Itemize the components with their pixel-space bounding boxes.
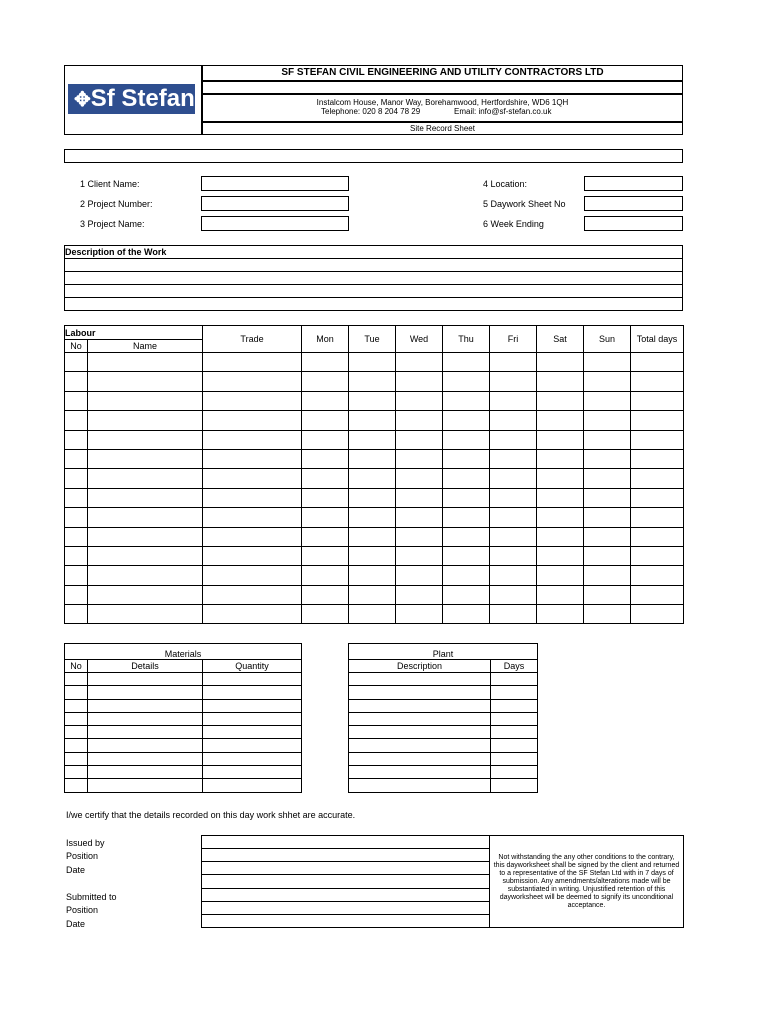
labour-col-mon: Mon: [302, 326, 349, 353]
labour-cell[interactable]: [631, 585, 684, 604]
labour-cell[interactable]: [631, 449, 684, 468]
project-number-label: 2 Project Number:: [80, 199, 153, 209]
plant-cell[interactable]: [491, 726, 538, 739]
labour-cell[interactable]: [302, 585, 349, 604]
client-name-label: 1 Client Name:: [80, 179, 140, 189]
materials-cell[interactable]: [203, 779, 302, 792]
labour-cell[interactable]: [443, 469, 490, 488]
submitted-to-field[interactable]: [202, 889, 490, 902]
plant-cell[interactable]: [491, 712, 538, 725]
labour-cell[interactable]: [584, 488, 631, 507]
labour-cell[interactable]: [490, 391, 537, 410]
labour-cell[interactable]: [537, 488, 584, 507]
project-name-field[interactable]: [201, 216, 349, 231]
labour-cell[interactable]: [631, 430, 684, 449]
materials-cell[interactable]: [88, 686, 203, 699]
materials-cell[interactable]: [65, 699, 88, 712]
labour-cell[interactable]: [396, 372, 443, 391]
issued-by-label: Issued by: [66, 838, 105, 848]
week-ending-field[interactable]: [584, 216, 683, 231]
labour-cell[interactable]: [396, 508, 443, 527]
labour-cell[interactable]: [443, 585, 490, 604]
materials-cell[interactable]: [65, 766, 88, 779]
labour-cell[interactable]: [88, 411, 203, 430]
labour-cell[interactable]: [88, 391, 203, 410]
labour-cell[interactable]: [396, 430, 443, 449]
materials-cell[interactable]: [203, 752, 302, 765]
date-label: Date: [66, 865, 86, 875]
labour-cell[interactable]: [302, 488, 349, 507]
materials-row: [65, 752, 302, 765]
labour-cell[interactable]: [65, 411, 88, 430]
materials-cell[interactable]: [65, 739, 88, 752]
materials-col-no: No: [65, 660, 88, 673]
labour-cell[interactable]: [302, 566, 349, 585]
labour-cell[interactable]: [65, 527, 88, 546]
materials-row: [65, 712, 302, 725]
labour-cell[interactable]: [490, 585, 537, 604]
position-label: Position: [66, 851, 99, 861]
company-email: Email: info@sf-stefan.co.uk: [454, 107, 552, 116]
plant-row: [349, 699, 538, 712]
labour-row: [65, 605, 684, 624]
labour-cell[interactable]: [443, 546, 490, 565]
materials-table: [64, 643, 302, 793]
labour-col-trade: Trade: [203, 326, 302, 353]
labour-cell[interactable]: [631, 546, 684, 565]
labour-cell[interactable]: [631, 488, 684, 507]
labour-cell[interactable]: [584, 605, 631, 624]
plant-row: [349, 766, 538, 779]
labour-cell[interactable]: [302, 546, 349, 565]
labour-cell[interactable]: [396, 449, 443, 468]
materials-row: [65, 686, 302, 699]
plant-row: [349, 779, 538, 792]
materials-row: [65, 673, 302, 686]
description-table: [64, 245, 683, 311]
location-label: 4 Location:: [483, 179, 528, 189]
plant-table: [348, 643, 538, 793]
labour-cell[interactable]: [349, 488, 396, 507]
labour-cell[interactable]: [443, 527, 490, 546]
labour-cell[interactable]: [584, 469, 631, 488]
header-divider-2: [201, 93, 683, 95]
labour-cell[interactable]: [631, 605, 684, 624]
plant-cell[interactable]: [349, 779, 491, 792]
labour-cell[interactable]: [443, 508, 490, 527]
labour-cell[interactable]: [88, 372, 203, 391]
labour-cell[interactable]: [584, 585, 631, 604]
issued-by-field[interactable]: [202, 836, 490, 849]
labour-cell[interactable]: [349, 566, 396, 585]
labour-cell[interactable]: [88, 546, 203, 565]
plant-cell[interactable]: [491, 699, 538, 712]
labour-cell[interactable]: [396, 411, 443, 430]
labour-cell[interactable]: [88, 605, 203, 624]
materials-cell[interactable]: [203, 686, 302, 699]
labour-cell[interactable]: [584, 546, 631, 565]
materials-row: [65, 779, 302, 792]
labour-cell[interactable]: [631, 469, 684, 488]
labour-cell[interactable]: [203, 566, 302, 585]
plant-col-description: Description: [349, 660, 491, 673]
labour-cell[interactable]: [396, 391, 443, 410]
labour-cell[interactable]: [302, 527, 349, 546]
labour-cell[interactable]: [88, 527, 203, 546]
company-address: Instalcom House, Manor Way, Borehamwood, Hertfordshire, WD6 1QH: [316, 98, 569, 107]
labour-col-thu: Thu: [443, 326, 490, 353]
labour-cell[interactable]: [490, 605, 537, 624]
labour-cell[interactable]: [631, 391, 684, 410]
labour-cell[interactable]: [349, 605, 396, 624]
labour-cell[interactable]: [490, 469, 537, 488]
plant-row: [349, 726, 538, 739]
labour-cell[interactable]: [396, 353, 443, 372]
labour-col-sat: Sat: [537, 326, 584, 353]
labour-cell[interactable]: [203, 488, 302, 507]
week-ending-label: 6 Week Ending: [483, 219, 544, 229]
labour-cell[interactable]: [203, 527, 302, 546]
labour-cell[interactable]: [490, 488, 537, 507]
labour-cell[interactable]: [88, 585, 203, 604]
header-divider-1: [201, 80, 683, 82]
materials-cell[interactable]: [203, 726, 302, 739]
company-telephone: Telephone: 020 8 204 78 29: [321, 107, 421, 116]
plant-cell[interactable]: [349, 752, 491, 765]
labour-cell[interactable]: [443, 605, 490, 624]
materials-cell[interactable]: [203, 699, 302, 712]
labour-cell[interactable]: [302, 430, 349, 449]
labour-row: [65, 411, 684, 430]
plant-cell[interactable]: [491, 752, 538, 765]
labour-cell[interactable]: [203, 449, 302, 468]
labour-cell[interactable]: [584, 449, 631, 468]
labour-cell[interactable]: [88, 488, 203, 507]
plant-col-days: Days: [491, 660, 538, 673]
plant-cell[interactable]: [491, 779, 538, 792]
plant-cell[interactable]: [491, 739, 538, 752]
labour-cell[interactable]: [537, 449, 584, 468]
labour-cell[interactable]: [631, 527, 684, 546]
materials-cell[interactable]: [88, 766, 203, 779]
labour-cell[interactable]: [88, 508, 203, 527]
labour-cell[interactable]: [349, 372, 396, 391]
labour-cell[interactable]: [302, 605, 349, 624]
labour-cell[interactable]: [65, 546, 88, 565]
labour-row: [65, 391, 684, 410]
labour-cell[interactable]: [631, 353, 684, 372]
materials-cell[interactable]: [88, 779, 203, 792]
labour-cell[interactable]: [65, 449, 88, 468]
plant-cell[interactable]: [491, 673, 538, 686]
labour-cell[interactable]: [349, 430, 396, 449]
labour-cell[interactable]: [537, 546, 584, 565]
labour-col-fri: Fri: [490, 326, 537, 353]
date-label: Date: [66, 919, 86, 929]
labour-cell[interactable]: [396, 605, 443, 624]
materials-cell[interactable]: [65, 686, 88, 699]
labour-cell[interactable]: [203, 585, 302, 604]
materials-row: [65, 699, 302, 712]
plant-row: [349, 739, 538, 752]
labour-cell[interactable]: [443, 353, 490, 372]
materials-col-quantity: Quantity: [203, 660, 302, 673]
materials-col-details: Details: [88, 660, 203, 673]
labour-cell[interactable]: [443, 488, 490, 507]
labour-cell[interactable]: [65, 372, 88, 391]
daywork-sheet-no-field[interactable]: [584, 196, 683, 211]
plant-cell[interactable]: [349, 726, 491, 739]
labour-cell[interactable]: [490, 508, 537, 527]
labour-table: [64, 325, 684, 624]
labour-row: [65, 469, 684, 488]
submitted-to-label: Submitted to: [66, 892, 117, 902]
labour-row: [65, 372, 684, 391]
labour-row: [65, 430, 684, 449]
labour-cell[interactable]: [537, 605, 584, 624]
labour-cell[interactable]: [349, 449, 396, 468]
plant-cell[interactable]: [349, 673, 491, 686]
materials-cell[interactable]: [65, 726, 88, 739]
client-name-field[interactable]: [201, 176, 349, 191]
labour-cell[interactable]: [88, 566, 203, 585]
labour-cell[interactable]: [65, 488, 88, 507]
plant-row: [349, 712, 538, 725]
materials-title: Materials: [65, 644, 302, 660]
labour-cell[interactable]: [88, 469, 203, 488]
plant-cell[interactable]: [491, 686, 538, 699]
labour-cell[interactable]: [584, 527, 631, 546]
labour-row: [65, 527, 684, 546]
materials-cell[interactable]: [88, 752, 203, 765]
signoff-spacer: [202, 875, 490, 889]
materials-row: [65, 726, 302, 739]
signoff-note: Not withstanding the any other conditions to the contrary, this dayworksheet shall be signed by the client and returned to a representative of the SF Stefan Ltd with in 7 days of submission. Any amendments/alterations made will be substantiated in writing. Unjustified retention of this dayworksheet will be deemed to signify its unconditional acceptance.: [493, 853, 680, 909]
labour-cell[interactable]: [537, 527, 584, 546]
description-line[interactable]: [65, 259, 683, 272]
labour-cell[interactable]: [65, 353, 88, 372]
labour-cell[interactable]: [302, 469, 349, 488]
labour-cell[interactable]: [65, 469, 88, 488]
labour-cell[interactable]: [443, 372, 490, 391]
labour-cell[interactable]: [631, 411, 684, 430]
description-line[interactable]: [65, 298, 683, 311]
labour-cell[interactable]: [302, 508, 349, 527]
labour-cell[interactable]: [396, 546, 443, 565]
materials-cell[interactable]: [65, 779, 88, 792]
project-number-field[interactable]: [201, 196, 349, 211]
labour-cell[interactable]: [584, 566, 631, 585]
plant-cell[interactable]: [491, 766, 538, 779]
labour-cell[interactable]: [203, 391, 302, 410]
issued-date-field[interactable]: [202, 862, 490, 875]
materials-cell[interactable]: [88, 712, 203, 725]
labour-cell[interactable]: [396, 566, 443, 585]
company-logo: [68, 84, 195, 114]
labour-cell[interactable]: [203, 411, 302, 430]
submitted-position-field[interactable]: [202, 902, 490, 915]
labour-cell[interactable]: [88, 449, 203, 468]
labour-cell[interactable]: [443, 566, 490, 585]
labour-col-name: Name: [88, 340, 203, 353]
labour-cell[interactable]: [349, 585, 396, 604]
labour-cell[interactable]: [203, 469, 302, 488]
labour-cell[interactable]: [65, 391, 88, 410]
labour-cell[interactable]: [65, 605, 88, 624]
labour-col-no: No: [65, 340, 88, 353]
labour-cell[interactable]: [584, 391, 631, 410]
materials-row: [65, 739, 302, 752]
labour-cell[interactable]: [396, 469, 443, 488]
labour-cell[interactable]: [537, 585, 584, 604]
project-name-label: 3 Project Name:: [80, 219, 145, 229]
labour-cell[interactable]: [203, 605, 302, 624]
plant-cell[interactable]: [349, 739, 491, 752]
labour-col-sun: Sun: [584, 326, 631, 353]
description-line[interactable]: [65, 272, 683, 285]
labour-cell[interactable]: [490, 430, 537, 449]
labour-cell[interactable]: [443, 430, 490, 449]
labour-cell[interactable]: [203, 353, 302, 372]
labour-cell[interactable]: [302, 449, 349, 468]
labour-cell[interactable]: [631, 372, 684, 391]
labour-cell[interactable]: [203, 508, 302, 527]
labour-cell[interactable]: [65, 430, 88, 449]
labour-cell[interactable]: [443, 411, 490, 430]
labour-cell[interactable]: [349, 411, 396, 430]
plant-cell[interactable]: [349, 712, 491, 725]
labour-cell[interactable]: [302, 353, 349, 372]
labour-cell[interactable]: [443, 391, 490, 410]
submitted-date-field[interactable]: [202, 915, 490, 928]
labour-cell[interactable]: [443, 449, 490, 468]
labour-cell[interactable]: [65, 585, 88, 604]
certify-statement: I/we certify that the details recorded on this day work shhet are accurate.: [66, 810, 356, 820]
logo-text: Sf Stefan: [90, 85, 195, 112]
labour-cell[interactable]: [88, 353, 203, 372]
labour-cell[interactable]: [537, 430, 584, 449]
plant-cell[interactable]: [349, 766, 491, 779]
blank-bar[interactable]: [64, 149, 683, 163]
logo-mark-icon: ✥: [74, 89, 91, 111]
labour-cell[interactable]: [203, 372, 302, 391]
description-title: Description of the Work: [65, 246, 683, 259]
labour-row: [65, 546, 684, 565]
labour-cell[interactable]: [65, 508, 88, 527]
labour-cell[interactable]: [302, 411, 349, 430]
labour-cell[interactable]: [349, 527, 396, 546]
labour-cell[interactable]: [584, 430, 631, 449]
labour-cell[interactable]: [490, 449, 537, 468]
daywork-sheet-no-label: 5 Daywork Sheet No: [483, 199, 566, 209]
labour-cell[interactable]: [349, 391, 396, 410]
description-line[interactable]: [65, 285, 683, 298]
location-field[interactable]: [584, 176, 683, 191]
plant-cell[interactable]: [349, 699, 491, 712]
labour-cell[interactable]: [203, 430, 302, 449]
labour-cell[interactable]: [584, 372, 631, 391]
labour-cell[interactable]: [396, 488, 443, 507]
labour-col-tue: Tue: [349, 326, 396, 353]
labour-cell[interactable]: [302, 372, 349, 391]
position-label: Position: [66, 905, 99, 915]
materials-cell[interactable]: [65, 673, 88, 686]
labour-row: [65, 449, 684, 468]
labour-row: [65, 585, 684, 604]
company-name: SF STEFAN CIVIL ENGINEERING AND UTILITY CONTRACTORS LTD: [281, 67, 604, 78]
materials-cell[interactable]: [203, 739, 302, 752]
labour-cell[interactable]: [203, 546, 302, 565]
materials-cell[interactable]: [203, 712, 302, 725]
materials-cell[interactable]: [88, 726, 203, 739]
labour-cell[interactable]: [349, 353, 396, 372]
plant-title: Plant: [349, 644, 538, 660]
labour-cell[interactable]: [65, 566, 88, 585]
labour-cell[interactable]: [537, 353, 584, 372]
materials-cell[interactable]: [65, 712, 88, 725]
materials-cell[interactable]: [88, 699, 203, 712]
labour-cell[interactable]: [490, 546, 537, 565]
materials-cell[interactable]: [88, 739, 203, 752]
labour-cell[interactable]: [490, 566, 537, 585]
labour-cell[interactable]: [631, 566, 684, 585]
labour-cell[interactable]: [396, 527, 443, 546]
labour-cell[interactable]: [537, 372, 584, 391]
signoff-table: [201, 835, 684, 928]
labour-row: [65, 508, 684, 527]
labour-cell[interactable]: [490, 411, 537, 430]
materials-row: [65, 766, 302, 779]
labour-cell[interactable]: [349, 469, 396, 488]
labour-cell[interactable]: [88, 430, 203, 449]
labour-cell[interactable]: [349, 508, 396, 527]
labour-cell[interactable]: [537, 508, 584, 527]
labour-title: Labour: [65, 326, 203, 340]
labour-cell[interactable]: [537, 391, 584, 410]
labour-cell[interactable]: [631, 508, 684, 527]
labour-col-wed: Wed: [396, 326, 443, 353]
plant-row: [349, 686, 538, 699]
labour-row: [65, 353, 684, 372]
labour-cell[interactable]: [584, 353, 631, 372]
labour-cell[interactable]: [584, 508, 631, 527]
labour-cell[interactable]: [490, 372, 537, 391]
materials-cell[interactable]: [203, 673, 302, 686]
sheet-title: Site Record Sheet: [410, 124, 475, 133]
plant-row: [349, 752, 538, 765]
labour-col-total: Total days: [631, 326, 684, 353]
labour-cell[interactable]: [537, 566, 584, 585]
labour-cell[interactable]: [396, 585, 443, 604]
issued-position-field[interactable]: [202, 849, 490, 862]
labour-cell[interactable]: [490, 353, 537, 372]
header-divider-3: [201, 121, 683, 123]
labour-cell[interactable]: [349, 546, 396, 565]
labour-row: [65, 566, 684, 585]
materials-cell[interactable]: [65, 752, 88, 765]
labour-cell[interactable]: [584, 411, 631, 430]
plant-cell[interactable]: [349, 686, 491, 699]
materials-cell[interactable]: [88, 673, 203, 686]
labour-row: [65, 488, 684, 507]
labour-cell[interactable]: [537, 469, 584, 488]
materials-cell[interactable]: [203, 766, 302, 779]
plant-row: [349, 673, 538, 686]
labour-cell[interactable]: [490, 527, 537, 546]
labour-cell[interactable]: [302, 391, 349, 410]
labour-cell[interactable]: [537, 411, 584, 430]
